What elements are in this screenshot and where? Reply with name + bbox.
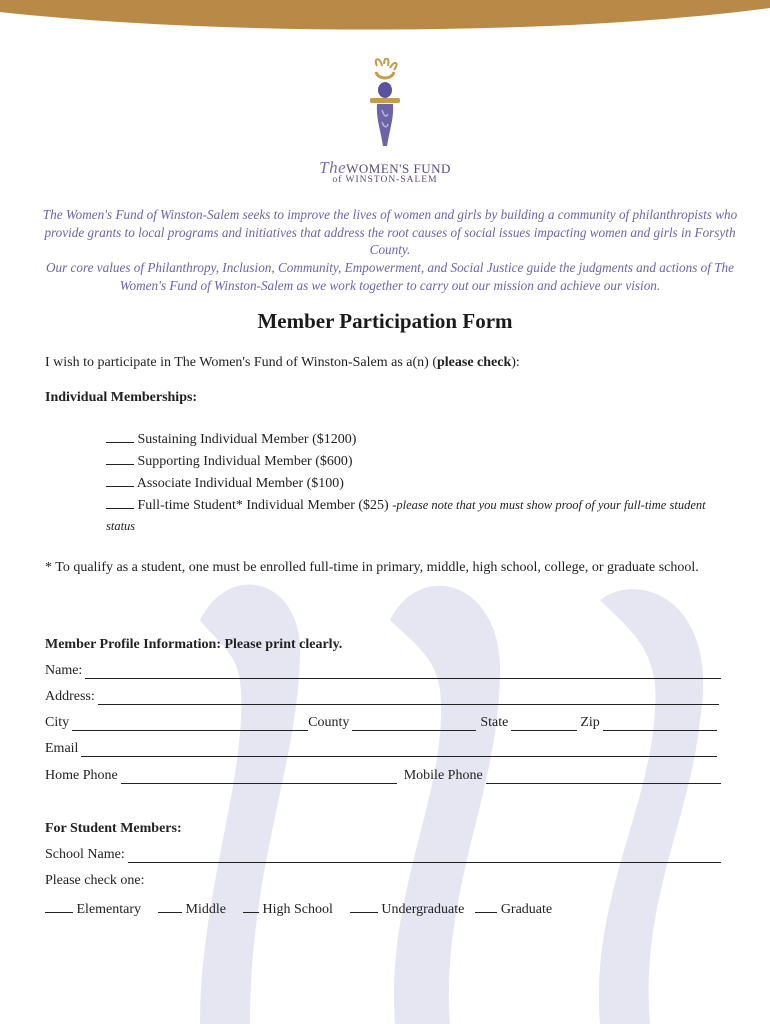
logo-subtitle: of WINSTON-SALEM [332, 175, 438, 185]
watermark-swirl-graphic [0, 560, 770, 1024]
home-phone-field[interactable] [121, 769, 397, 784]
check-blank[interactable] [106, 452, 134, 465]
membership-option-sustaining[interactable] [106, 430, 356, 448]
check-one-label: Please check one: [45, 873, 145, 888]
email-label: Email [45, 741, 79, 756]
name-row [45, 663, 721, 679]
check-blank[interactable] [106, 496, 134, 509]
name-label: Name: [45, 663, 83, 678]
intro-emphasis: please check [437, 355, 512, 370]
student-members-heading: For Student Members: [45, 821, 182, 836]
check-blank-graduate[interactable] [475, 900, 497, 913]
level-elementary: Elementary [76, 902, 142, 917]
state-field[interactable] [511, 716, 577, 731]
intro-text: I wish to participate in The Women's Fund of Winston-Salem as a(n) ( [45, 355, 437, 370]
home-phone-label: Home Phone [45, 768, 118, 783]
check-blank-high-school[interactable] [243, 900, 259, 913]
address-row [45, 689, 719, 705]
student-qualification-note: * To qualify as a student, one must be enrolled full-time in primary, middle, high school, college, or graduate school. [45, 560, 699, 575]
zip-label: Zip [580, 715, 600, 730]
membership-label: Sustaining Individual Member ($1200) [137, 432, 357, 447]
membership-label: Associate Individual Member ($100) [136, 476, 344, 491]
school-name-field[interactable] [128, 848, 721, 863]
intro-line [45, 355, 520, 371]
check-blank[interactable] [106, 474, 134, 487]
school-level-options [45, 900, 552, 918]
top-decorative-band [0, 0, 770, 40]
level-undergraduate: Undergraduate [381, 902, 465, 917]
mobile-phone-field[interactable] [486, 769, 721, 784]
city-label: City [45, 715, 70, 730]
address-field[interactable] [98, 690, 719, 705]
membership-option-associate[interactable] [106, 474, 344, 492]
core-values-statement: Our core values of Philanthropy, Inclusion, Community, Empowerment, and Social Justice guide the judgments and actions of The Women's Fund of Winston-Salem as we work together to carry out our mission and achieve our vision. [46, 260, 734, 293]
membership-option-student[interactable] [106, 496, 706, 514]
membership-option-supporting[interactable] [106, 452, 353, 470]
mission-statement: The Women's Fund of Winston-Salem seeks to improve the lives of women and girls by building a community of philanthropists who provide grants to local programs and initiatives that address the root causes of social issues impacting women and girls in Forsyth County. [42, 207, 738, 257]
student-proof-note-continued: status [106, 519, 136, 533]
membership-label: Supporting Individual Member ($600) [137, 454, 353, 469]
address-label: Address: [45, 689, 95, 704]
school-name-row [45, 847, 721, 863]
individual-memberships-heading: Individual Memberships: [45, 390, 198, 405]
level-graduate: Graduate [500, 902, 553, 917]
check-blank-elementary[interactable] [45, 900, 73, 913]
check-blank-undergraduate[interactable] [350, 900, 378, 913]
city-field[interactable] [72, 716, 308, 731]
city-state-row [45, 715, 717, 731]
check-blank[interactable] [106, 430, 134, 443]
form-title: Member Participation Form [257, 309, 513, 333]
check-blank-middle[interactable] [158, 900, 182, 913]
womens-fund-logo [310, 58, 460, 193]
county-field[interactable] [352, 716, 476, 731]
profile-heading: Member Profile Information: Please print clearly. [45, 637, 343, 652]
mobile-phone-label: Mobile Phone [403, 768, 483, 783]
membership-label: Full-time Student* Individual Member ($25) [137, 498, 389, 513]
level-middle: Middle [185, 902, 226, 917]
level-high-school: High School [262, 902, 333, 917]
county-label: County [308, 715, 350, 730]
email-row [45, 741, 717, 757]
zip-field[interactable] [603, 716, 717, 731]
school-name-label: School Name: [45, 847, 125, 862]
torch-icon [310, 58, 460, 153]
email-field[interactable] [81, 742, 717, 757]
state-label: State [480, 715, 509, 730]
intro-end: ): [511, 355, 520, 370]
logo-wordmark: The WOMEN'S FUND [319, 158, 451, 177]
name-field[interactable] [85, 664, 721, 679]
student-proof-note: -please note that you must show proof of your full-time student [392, 498, 706, 512]
phone-row [45, 768, 721, 784]
